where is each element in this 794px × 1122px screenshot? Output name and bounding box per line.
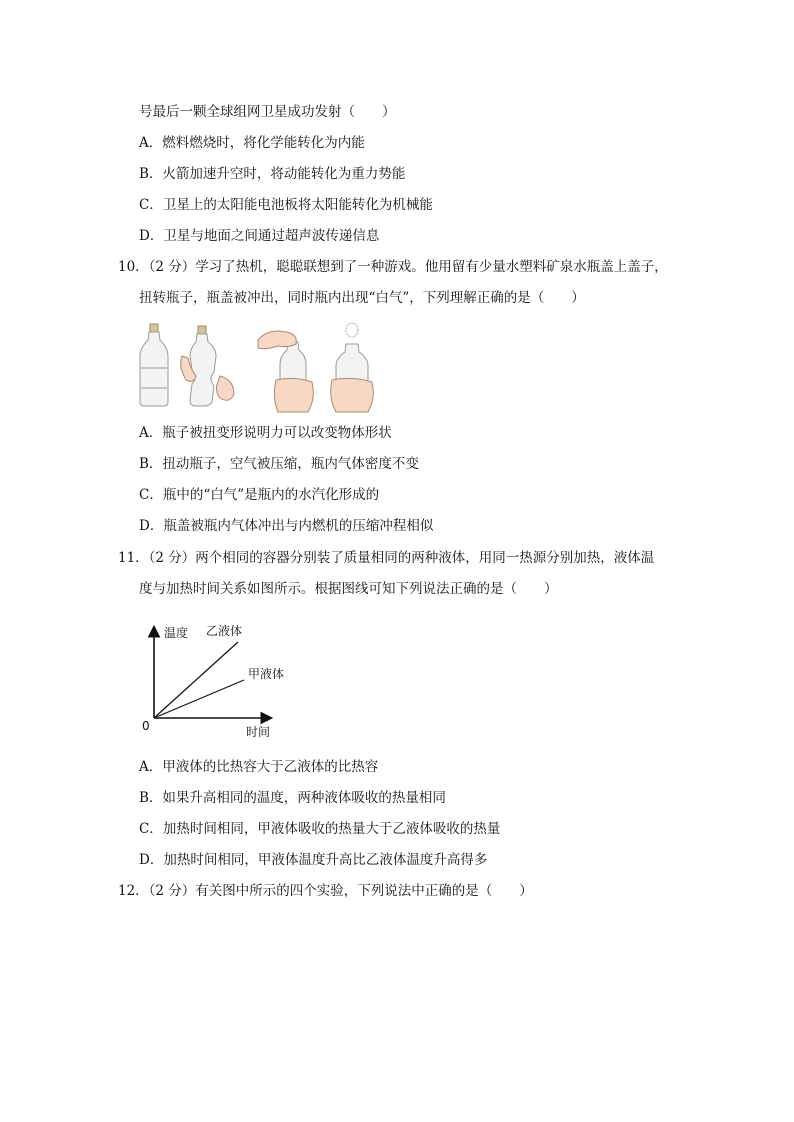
q11-stem-line2: 度与加热时间关系如图所示。根据图线可知下列说法正确的是（ ） bbox=[139, 581, 558, 597]
bottle-experiment-illustration bbox=[138, 322, 410, 414]
q9-stem-continuation: 号最后一颗全球组网卫星成功发射（ ） bbox=[139, 104, 396, 120]
y-axis-label: 温度 bbox=[164, 626, 189, 640]
q11-option-d: D．加热时间相同，甲液体温度升高比乙液体温度升高得多 bbox=[139, 852, 488, 868]
origin-label: 0 bbox=[142, 719, 150, 733]
q9-option-b: B．火箭加速升空时，将动能转化为重力势能 bbox=[139, 166, 406, 182]
temperature-time-graph bbox=[138, 620, 285, 742]
label-jia-liquid: 甲液体 bbox=[248, 667, 285, 681]
q11-stem-line1: 11．（2 分）两个相同的容器分别装了质量相同的两种液体，用同一热源分别加热，液体温 bbox=[118, 550, 655, 566]
line-yi-liquid bbox=[154, 642, 238, 718]
q10-option-b: B．扭动瓶子，空气被压缩，瓶内气体密度不变 bbox=[139, 456, 419, 472]
q10-option-d: D．瓶盖被瓶内气体冲出与内燃机的压缩冲程相似 bbox=[139, 518, 434, 534]
bottle-1-image bbox=[140, 324, 168, 406]
line-jia-liquid bbox=[154, 680, 244, 718]
q9-option-c: C．卫星上的太阳能电池板将太阳能转化为机械能 bbox=[139, 197, 433, 213]
bottle-3-image bbox=[258, 331, 313, 412]
x-axis-label: 时间 bbox=[246, 725, 271, 739]
q10-stem-line1: 10．（2 分）学习了热机，聪聪联想到了一种游戏。他用留有少量水塑料矿泉水瓶盖上盖子， bbox=[118, 259, 668, 275]
q10-option-c: C．瓶中的“白气”是瓶内的水汽化形成的 bbox=[139, 487, 380, 503]
q10-option-a: A．瓶子被扭变形说明力可以改变物体形状 bbox=[139, 425, 392, 441]
label-yi-liquid: 乙液体 bbox=[206, 624, 243, 638]
bottle-2-image bbox=[181, 326, 234, 406]
q12-stem-line1: 12．（2 分）有关图中所示的四个实验，下列说法中正确的是（ ） bbox=[118, 883, 533, 899]
q10-stem-line2: 扭转瓶子，瓶盖被冲出，同时瓶内出现“白气”，下列理解正确的是（ ） bbox=[139, 290, 585, 306]
bottle-4-image bbox=[331, 323, 374, 412]
q9-option-d: D．卫星与地面之间通过超声波传递信息 bbox=[139, 228, 380, 244]
q11-option-b: B．如果升高相同的温度，两种液体吸收的热量相同 bbox=[139, 790, 446, 806]
q11-option-a: A．甲液体的比热容大于乙液体的比热容 bbox=[139, 759, 379, 775]
q11-option-c: C．加热时间相同，甲液体吸收的热量大于乙液体吸收的热量 bbox=[139, 821, 501, 837]
q9-option-a: A．燃料燃烧时，将化学能转化为内能 bbox=[139, 135, 365, 151]
